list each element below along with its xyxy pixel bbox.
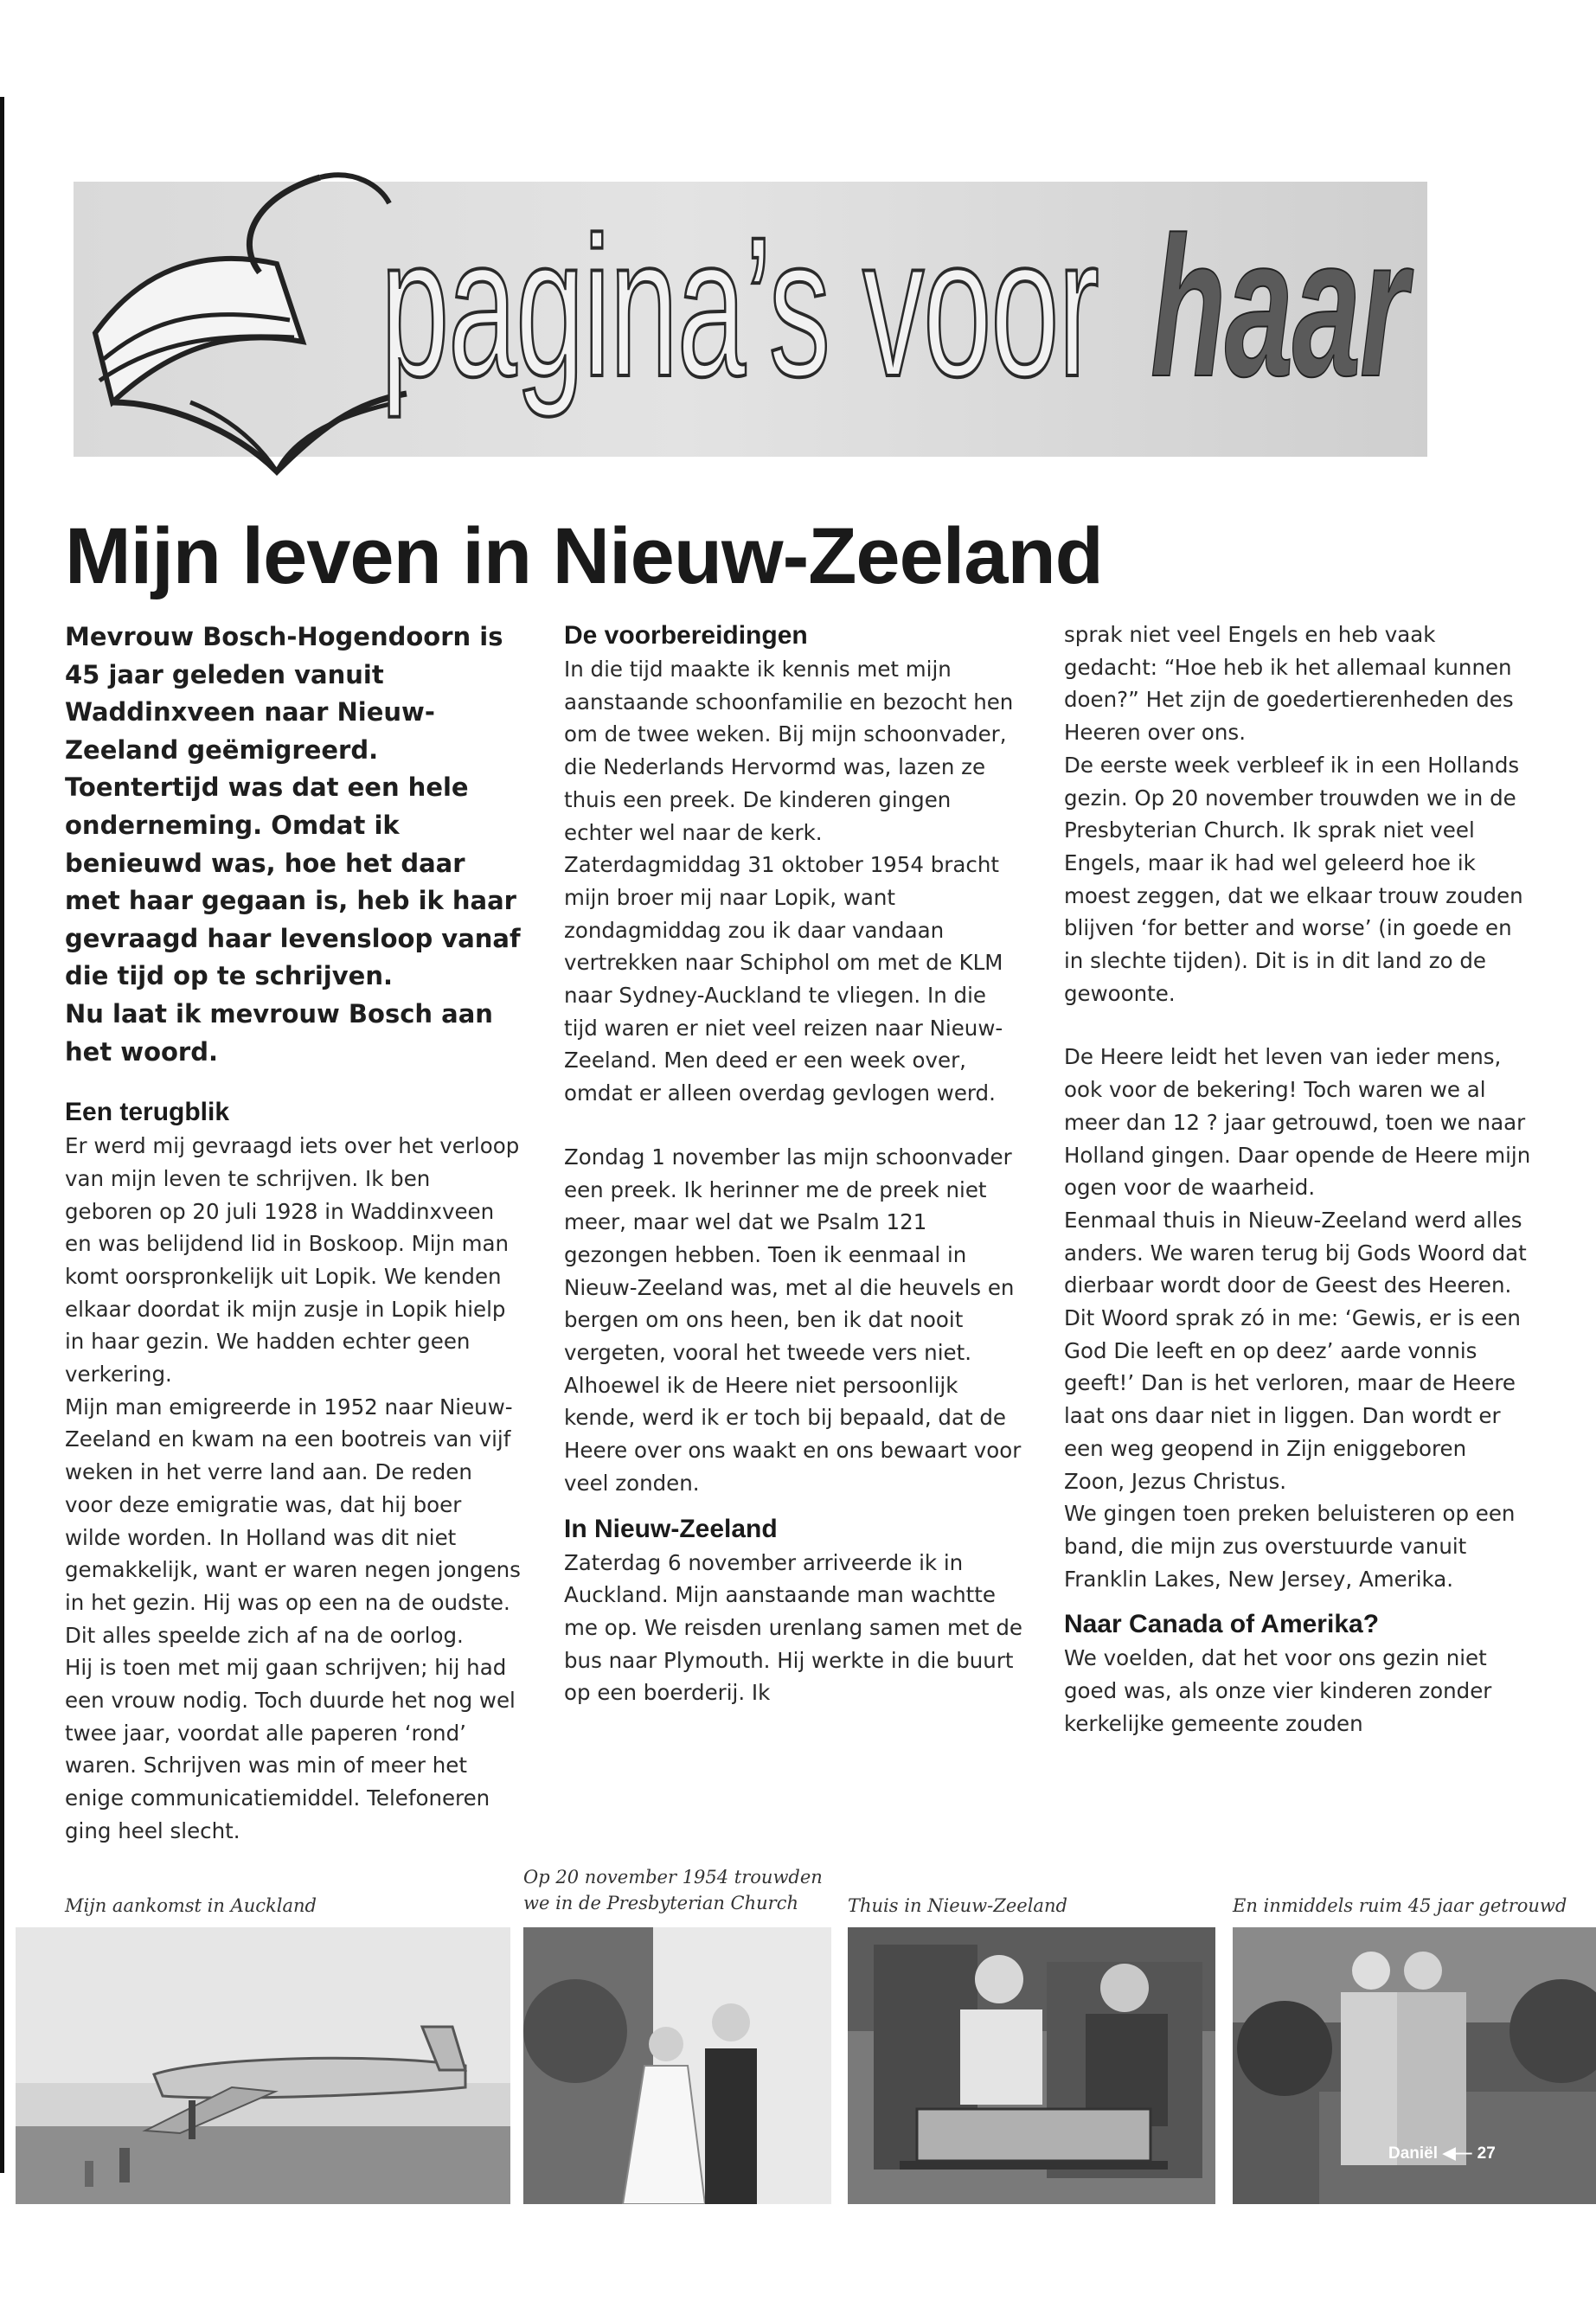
body-paragraph: De Heere leidt het leven van ieder mens, ook voor de bekering! Toch waren we al meer dan 12 ? jaar getrouwd, toen we naar Holland gingen. Daar opende de Heere mijn ogen voor de waarheid. (1064, 1044, 1531, 1201)
masthead (381, 195, 1538, 420)
body-paragraph: Zondag 1 november las mijn schoonvader een preek. Ik herinner me de preek niet meer, maar wel dat we Psalm 121 gezongen hebben. Toen ik eenmaal in Nieuw-Zeeland was, met al die heuvels en bergen om ons heen, ben ik dat nooit vergeten, vooral het tweede vers niet. (564, 1144, 1015, 1366)
body-paragraph: Eenmaal thuis in Nieuw-Zeeland werd alles anders. We waren terug bij Gods Woord dat dierbaar wordt door de Geest des Heeren. Dit Woord sprak zó in me: ‘Gewis, er is een God Die leeft en op deez’ aarde vonnis geeft!’ Dan is het verloren, maar de Heere laat ons daar niet in liggen. Dan wordt er een weg geopend in Zijn eniggeboren Zoon, Jezus Christus. (1064, 1207, 1527, 1494)
section-heading: Naar Canada of Amerika? (1064, 1610, 1380, 1639)
masthead-bold: haar (1151, 195, 1407, 418)
body-paragraph: De eerste week verbleef ik in een Hollands gezin. Op 20 november trouwden we in de Presbyterian Church. Ik sprak niet veel Engels, maar ik had wel geleerd hoe ik moest zeggen, dat we elkaar trouw zouden blijven ‘for better and worse’ (in goede en in slechte tijden). Dit is in dit land zo de gewoonte. (1064, 752, 1523, 1006)
photo-airplane-arrival (16, 1927, 510, 2204)
page-folio (1388, 2144, 1496, 2163)
body-paragraph: sprak niet veel Engels en heb vaak gedacht: “Hoe heb ik het allemaal kunnen doen?” Het zijn de goedertierenheden des Heeren over ons. (1064, 622, 1514, 746)
photo-caption-arrival: Mijn aankomst in Auckland (65, 1895, 317, 1916)
magazine-name: Daniël (1388, 2144, 1439, 2163)
arrow-left-icon: ◀— (1443, 2144, 1472, 2163)
article-title: Mijn leven in Nieuw-Zeeland (65, 512, 1103, 600)
body-paragraph: Er werd mij gevraagd iets over het verloop van mijn leven te schrijven. Ik ben geboren op 20 juli 1928 in Waddinxveen en was belijdend lid in Boskoop. Mijn man komt oorspronkelijk uit Lopik. We kenden elkaar doordat ik mijn zusje in Lopik hielp in haar gezin. We hadden echter geen verkering. (65, 1133, 520, 1388)
section-heading: In Nieuw-Zeeland (564, 1514, 778, 1543)
photo-caption-married: En inmiddels ruim 45 jaar getrouwd (1233, 1895, 1567, 1916)
lead-paragraph: Nu laat ik mevrouw Bosch aan het woord. (65, 998, 493, 1067)
column-2 (564, 619, 1022, 1709)
photo-caption-home: Thuis in Nieuw-Zeeland (848, 1895, 1067, 1916)
body-paragraph: We voelden, dat het voor ons gezin niet goed was, als onze vier kinderen zonder kerkelijke gemeente zouden (1064, 1645, 1492, 1736)
section-heading: Een terugblik (65, 1098, 230, 1127)
lead-paragraph: Mevrouw Bosch-Hogendoorn is 45 jaar geleden vanuit Waddinxveen naar Nieuw-Zeeland geëmigreerd. Toentertijd was dat een hele onderneming. Omdat ik benieuwd was, hoe het daar met haar gegaan is, heb ik haar gevraagd haar levensloop vanaf die tijd op te schrijven. (65, 622, 521, 991)
page-number: 27 (1477, 2144, 1496, 2163)
body-paragraph: In die tijd maakte ik kennis met mijn aanstaande schoonfamilie en bezocht hen om de twee weken. Bij mijn schoonvader, die Nederlands Hervormd was, lazen ze thuis een preek. De kinderen gingen echter wel naar de kerk. (564, 657, 1014, 845)
photo-wedding (523, 1927, 831, 2204)
body-paragraph: Alhoewel ik de Heere niet persoonlijk kende, werd ik er toch bij bepaald, dat de Heere over ons waakt en ons bewaart voor veel zonden. (564, 1372, 1022, 1496)
body-paragraph: Mijn man emigreerde in 1952 naar Nieuw-Zeeland en kwam na een bootreis van vijf weken in het verre land aan. De reden voor deze emigratie was, dat hij boer wilde worden. In Holland was dit niet gemakkelijk, want er waren negen jongens in het gezin. Hij was op een na de oudste. Dit alles speelde zich af na de oorlog. (65, 1394, 521, 1648)
photo-home-living-room (848, 1927, 1215, 2204)
column-3 (1064, 619, 1531, 1740)
column-1 (65, 619, 523, 1848)
masthead-light: pagina’s voor (381, 195, 1099, 418)
body-paragraph: Zaterdag 6 november arriveerde ik in Auckland. Mijn aanstaande man wachtte me op. We reisden urenlang samen met de bus naar Plymouth. Hij werkte in die buurt op een boerderij. Ik (564, 1549, 1022, 1706)
page-edge-line (0, 97, 4, 2173)
body-paragraph: Hij is toen met mij gaan schrijven; hij had een vrouw nodig. Toch duurde het nog wel twee jaar, voordat alle paperen ‘rond’ waren. Schrijven was min of meer het enige communicatiemiddel. Telefoneren ging heel slecht. (65, 1655, 516, 1843)
photo-caption-wedding: Op 20 november 1954 trouwden we in de Presbyterian Church (523, 1867, 823, 1913)
section-heading: De voorbereidingen (564, 621, 808, 650)
body-paragraph: Zaterdagmiddag 31 oktober 1954 bracht mijn broer mij naar Lopik, want zondagmiddag zou ik daar vandaan vertrekken naar Schiphol om met de KLM naar Sydney-Auckland te vliegen. In die tijd waren er niet veel reizen naar Nieuw-Zeeland. Men deed er een week over, omdat er alleen overdag gevlogen werd. (564, 852, 1003, 1106)
body-paragraph: We gingen toen preken beluisteren op een band, die mijn zus overstuurde vanuit Franklin Lakes, New Jersey, Amerika. (1064, 1501, 1516, 1592)
open-book-icon (61, 143, 424, 506)
